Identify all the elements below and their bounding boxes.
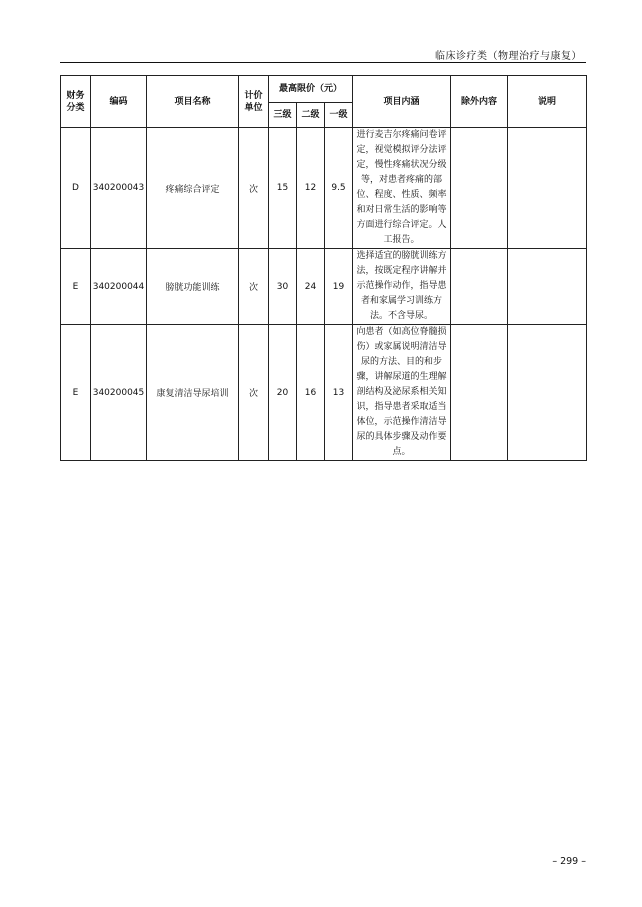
cell-grade2: 16: [297, 325, 325, 461]
col-header-notes: 说明: [508, 76, 587, 128]
col-header-max-price: 最高限价（元）: [269, 76, 353, 103]
table-row: [61, 249, 587, 325]
cell-name: 康复清洁导尿培训: [147, 325, 239, 461]
col-header-grade1: 一级: [325, 103, 353, 128]
col-header-excluded: 除外内容: [451, 76, 508, 128]
cell-category: E: [61, 249, 91, 325]
cell-grade1: 9.5: [325, 128, 353, 249]
fee-schedule-table: [60, 75, 587, 461]
col-header-name: 项目名称: [147, 76, 239, 128]
cell-notes: [508, 249, 587, 325]
cell-content: 进行麦吉尔疼痛问卷评定，视觉模拟评分法评定，慢性疼痛状况分级等，对患者疼痛的部位、程度、性质、频率和对日常生活的影响等方面进行综合评定。人工报告。: [353, 128, 451, 249]
col-header-code: 编码: [91, 76, 147, 128]
cell-unit: 次: [239, 128, 269, 249]
cell-content: 选择适宜的膀胱训练方法，按既定程序讲解并示范操作动作，指导患者和家属学习训练方法。不含导尿。: [353, 249, 451, 325]
cell-grade3: 20: [269, 325, 297, 461]
cell-unit: 次: [239, 249, 269, 325]
cell-unit: 次: [239, 325, 269, 461]
cell-code: 340200045: [91, 325, 147, 461]
col-header-grade3: 三级: [269, 103, 297, 128]
table-row: [61, 128, 587, 249]
header-divider: [60, 62, 586, 63]
table-header-row: [61, 76, 587, 103]
cell-notes: [508, 325, 587, 461]
cell-category: E: [61, 325, 91, 461]
col-header-grade2: 二级: [297, 103, 325, 128]
col-header-unit: 计价单位: [239, 76, 269, 128]
cell-excluded: [451, 325, 508, 461]
col-header-category: 财务分类: [61, 76, 91, 128]
cell-code: 340200044: [91, 249, 147, 325]
cell-grade2: 12: [297, 128, 325, 249]
cell-excluded: [451, 249, 508, 325]
cell-content: 向患者（如高位脊髓损伤）或家属说明清洁导尿的方法、目的和步骤，讲解尿道的生理解剖结构及泌尿系相关知识，指导患者采取适当体位，示范操作清洁导尿的具体步骤及动作要点。: [353, 325, 451, 461]
cell-name: 膀胱功能训练: [147, 249, 239, 325]
cell-name: 疼痛综合评定: [147, 128, 239, 249]
cell-excluded: [451, 128, 508, 249]
table-row: [61, 325, 587, 461]
page-number: – 299 –: [552, 856, 586, 867]
cell-grade3: 30: [269, 249, 297, 325]
col-header-content: 项目内涵: [353, 76, 451, 128]
cell-grade1: 13: [325, 325, 353, 461]
page-header-title: 临床诊疗类（物理治疗与康复）: [435, 51, 582, 62]
cell-grade3: 15: [269, 128, 297, 249]
cell-notes: [508, 128, 587, 249]
cell-category: D: [61, 128, 91, 249]
cell-grade1: 19: [325, 249, 353, 325]
cell-code: 340200043: [91, 128, 147, 249]
cell-grade2: 24: [297, 249, 325, 325]
